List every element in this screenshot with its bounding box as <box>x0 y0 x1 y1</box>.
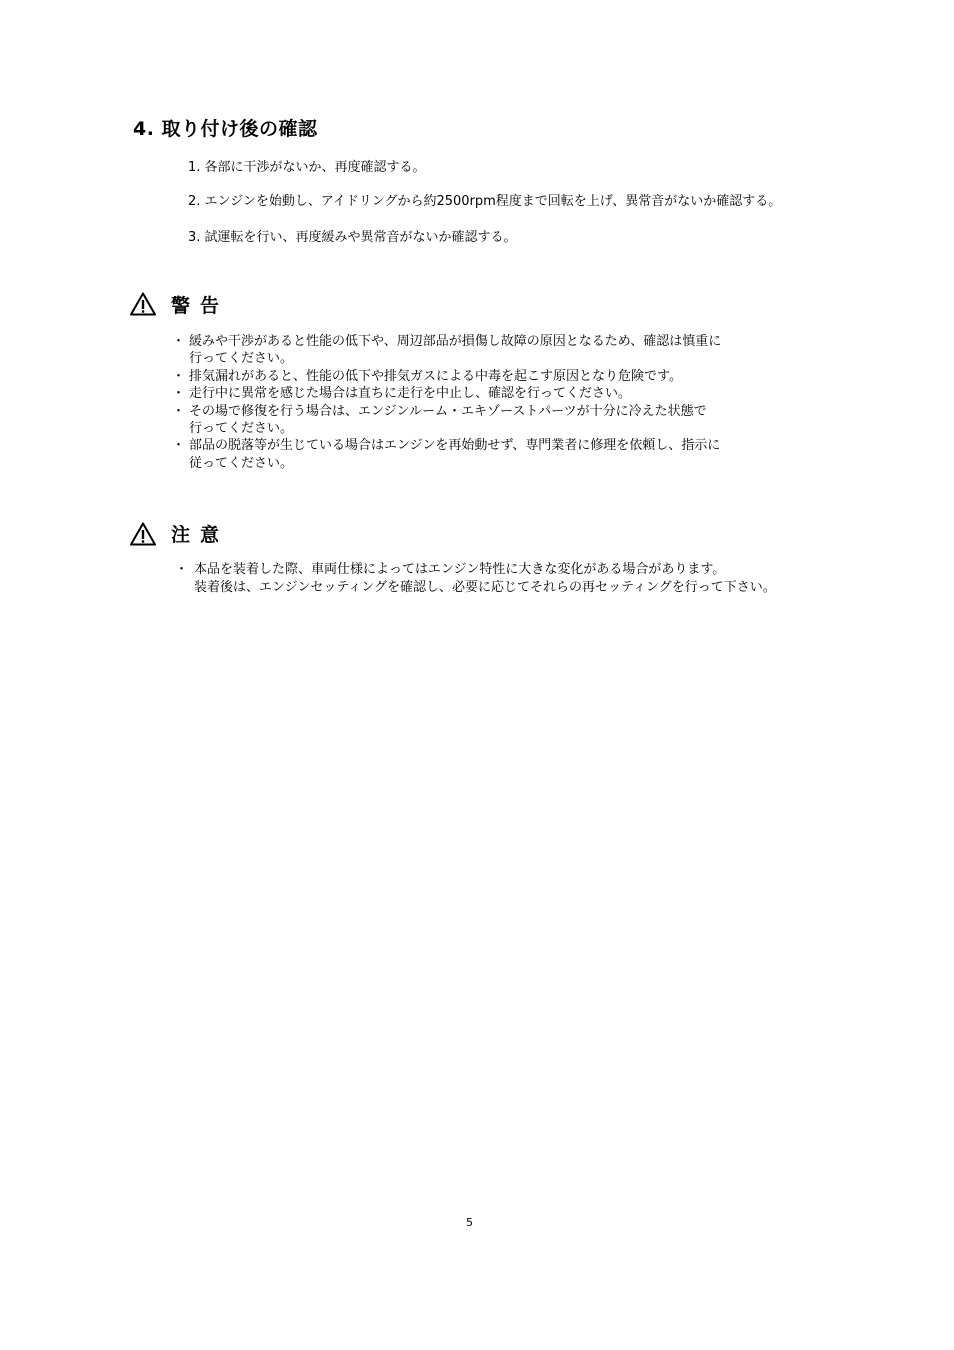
bullet: ・ <box>172 438 186 454</box>
list-item <box>172 403 872 438</box>
list-item <box>172 385 872 402</box>
warning-title: 警告 <box>171 295 230 317</box>
warning-item-text: 排気漏れがあると、性能の低下や排気ガスによる中毒を起こす原因となり危険です。 <box>189 368 682 384</box>
bullet: ・ <box>175 562 189 577</box>
bullet: ・ <box>172 334 186 349</box>
warning-list <box>172 333 872 472</box>
warning-item-text: 走行中に異常を感じた場合は直ちに走行を中止し、確認を行ってください。 <box>189 386 632 402</box>
step-3: 3. 試運転を行い、再度緩みや異常音がないか確認する。 <box>188 230 517 245</box>
section-title: 4. 取り付け後の確認 <box>133 118 318 140</box>
caution-note <box>175 561 776 596</box>
bullet: ・ <box>172 403 186 419</box>
list-item <box>172 368 872 385</box>
bullet: ・ <box>172 386 186 402</box>
warning-item-text: 部品の脱落等が生じている場合はエンジンを再始動せず、専門業者に修理を依頼し、指示に 従ってください。 <box>189 438 721 471</box>
warning-item-text: その場で修復を行う場合は、エンジンルーム・エキゾーストパーツが十分に冷えた状態で 行ってください。 <box>189 403 707 437</box>
list-item <box>172 333 872 368</box>
bullet: ・ <box>172 368 186 384</box>
warning-triangle-icon <box>130 292 156 316</box>
step-1: 1. 各部に干渉がないか、再度確認する。 <box>188 160 426 175</box>
warning-triangle-icon <box>130 522 156 546</box>
step-2: 2. エンジンを始動し、アイドリングから約2500rpm程度まで回転を上げ、異常音がないか確認する。 <box>188 194 782 209</box>
caution-title: 注意 <box>171 524 230 546</box>
caution-text: 本品を装着した際、車両仕様によってはエンジン特性に大きな変化がある場合があります。 装着後は、エンジンセッティングを確認し、必要に応じてそれらの再セッティングを行って下さい。 <box>194 562 776 595</box>
list-item <box>172 437 872 472</box>
warning-item-text: 緩みや干渉があると性能の低下や、周辺部品が損傷し故障の原因となるため、確認は慎重に 行ってください。 <box>189 334 722 367</box>
page-number: 5 <box>466 1216 473 1229</box>
